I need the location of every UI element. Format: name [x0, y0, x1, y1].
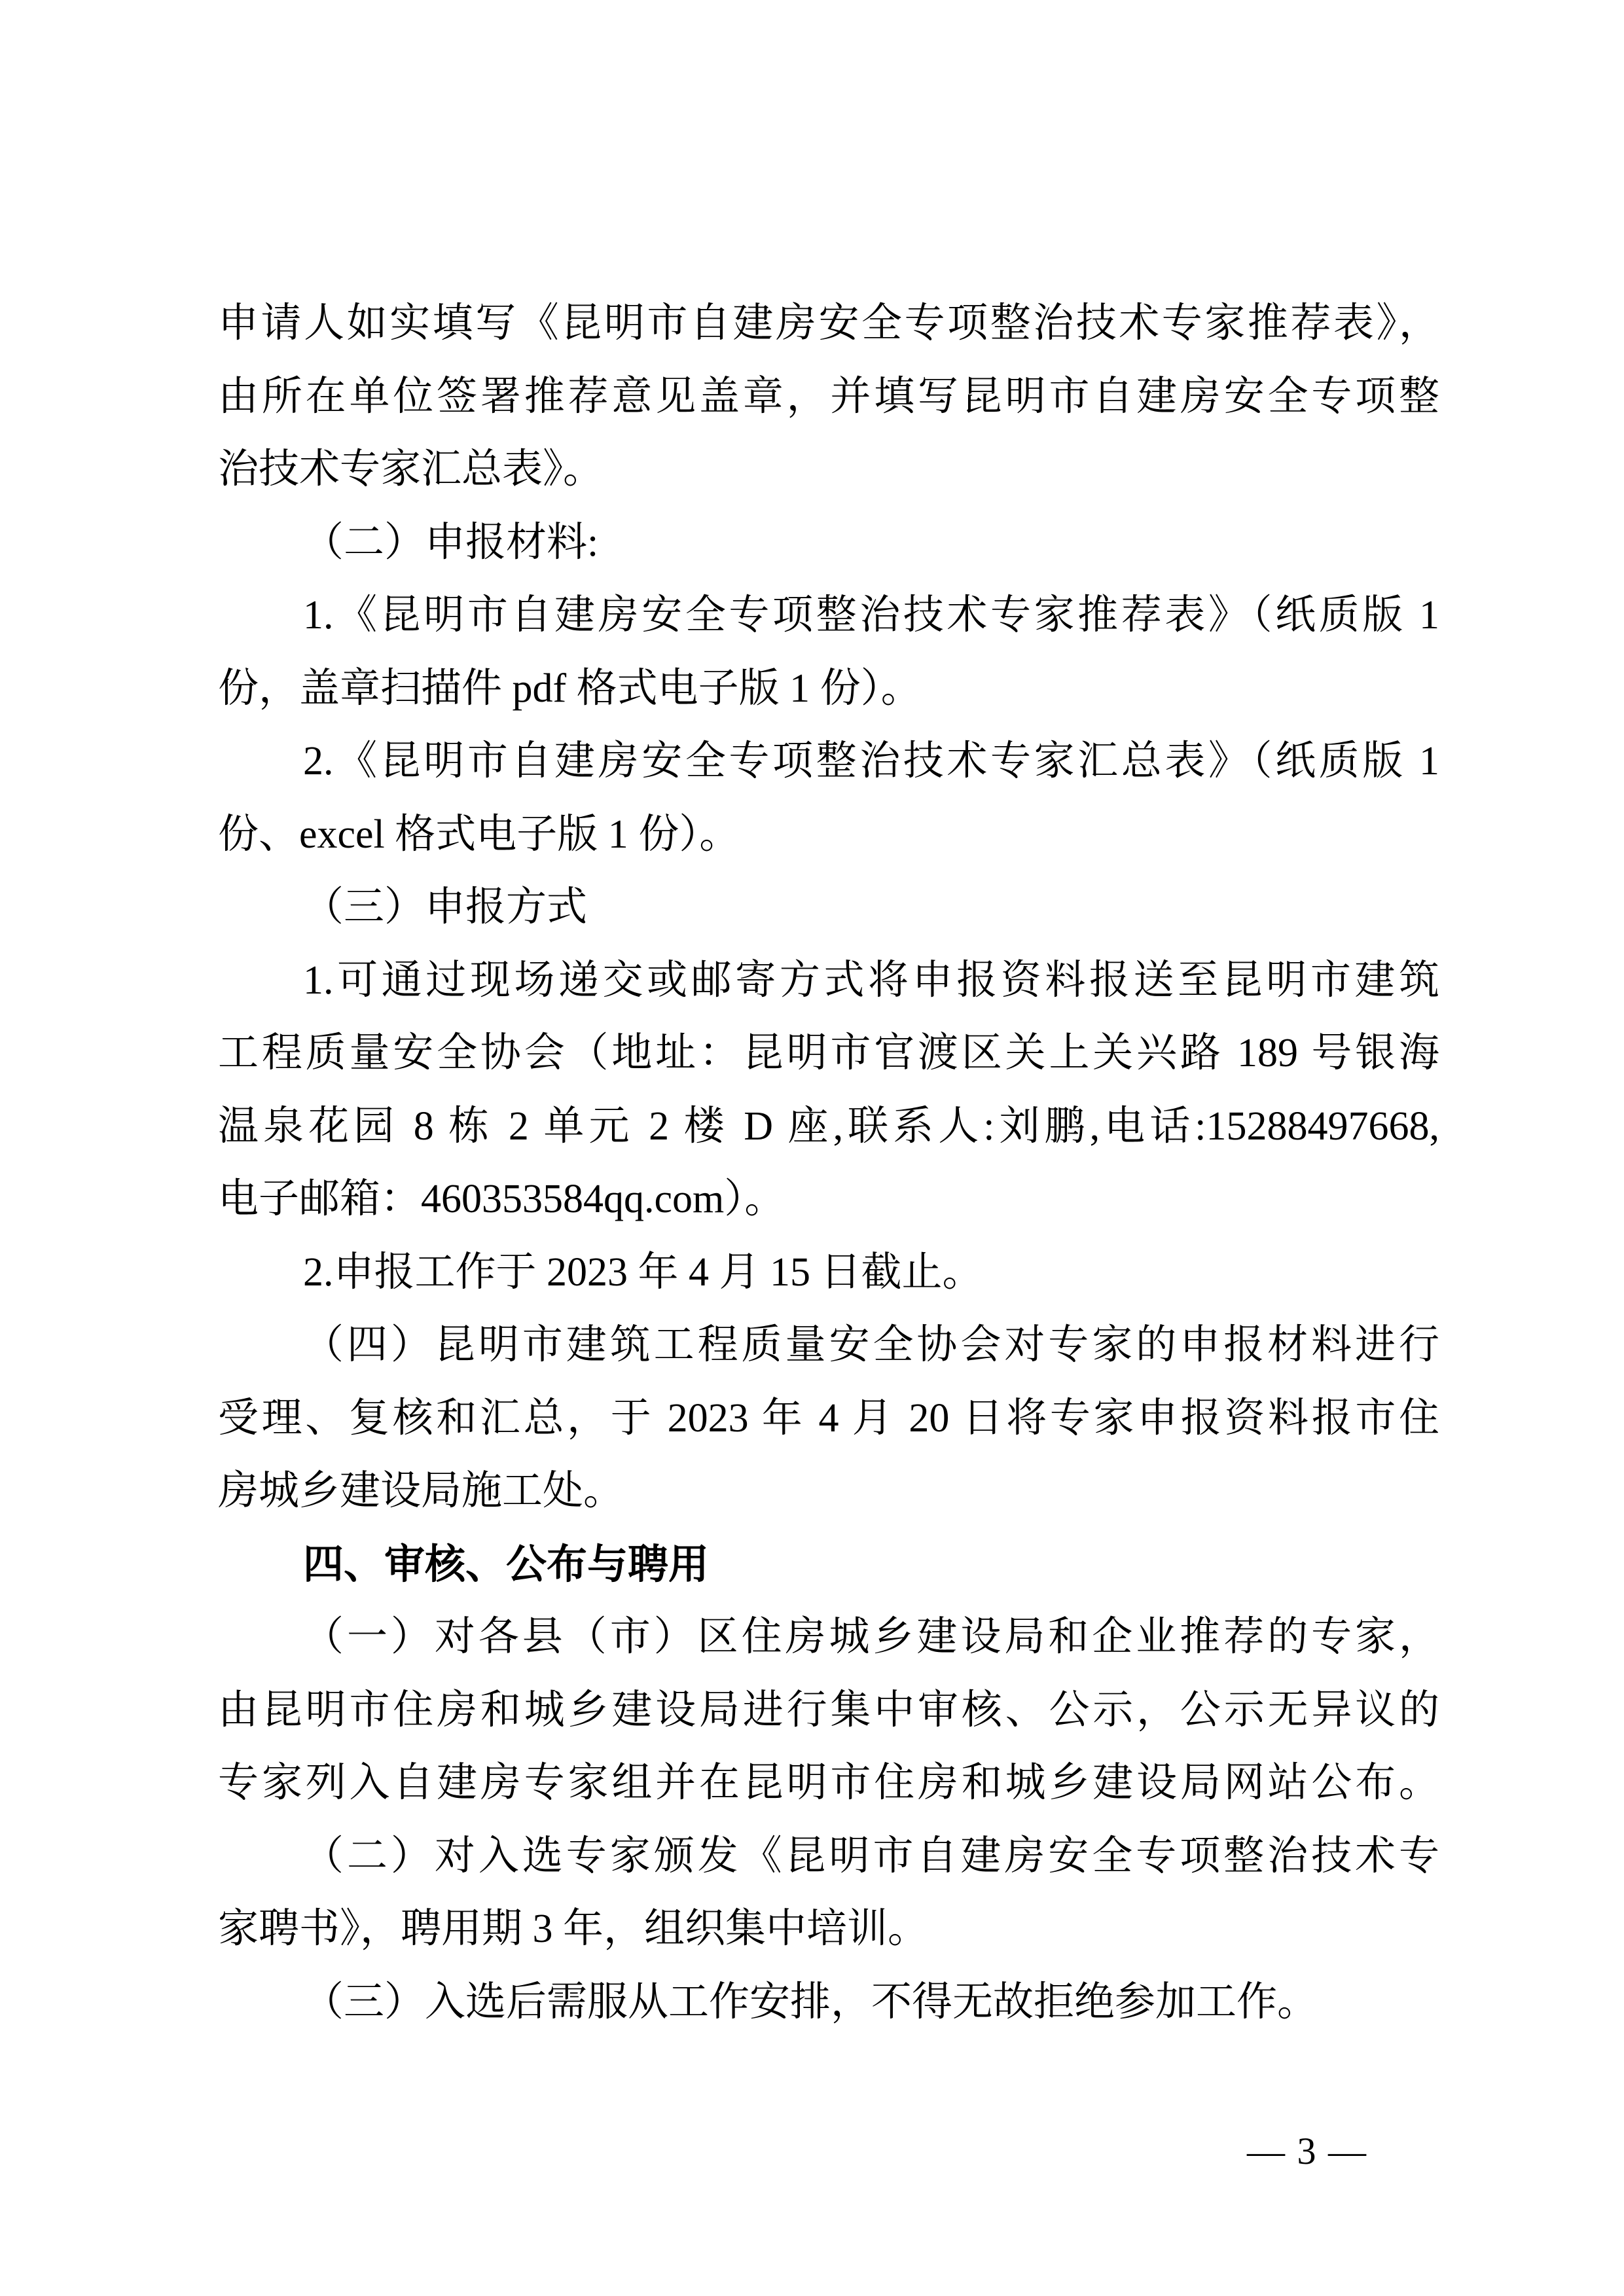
text-line: 由昆明市住房和城乡建设局进行集中审核、公示，公示无异议的: [218, 1687, 1439, 1732]
text-line: 电子邮箱：460353584qq.com）。: [218, 1177, 785, 1221]
text-line: 份，盖章扫描件 pdf 格式电子版 1 份）。: [218, 666, 922, 711]
text-line: 1.《昆明市自建房安全专项整治技术专家推荐表》（纸质版 1: [303, 593, 1439, 637]
text-line: （四）昆明市建筑工程质量安全协会对专家的申报材料进行: [303, 1323, 1439, 1367]
text-line: 2.《昆明市自建房安全专项整治技术专家汇总表》（纸质版 1: [303, 739, 1439, 783]
text-line: （三）入选后需服从工作安排，不得无故拒绝参加工作。: [303, 1979, 1318, 2024]
text-line: 家聘书》，聘用期 3 年，组织集中培训。: [218, 1907, 929, 1951]
document-body: [218, 287, 1439, 2039]
page-footer: [1247, 2128, 1367, 2174]
text-line: 2.申报工作于 2023 年 4 月 15 日截止。: [303, 1249, 983, 1295]
text-line: （一）对各县（市）区住房城乡建设局和企业推荐的专家，: [303, 1615, 1439, 1659]
text-line: 份、excel 格式电子版 1 份）。: [218, 812, 740, 857]
text-line: （二）申报材料:: [303, 520, 599, 565]
text-line: 工程质量安全协会（地址：昆明市官渡区关上关兴路 189 号银海: [218, 1031, 1439, 1075]
text-line: 温泉花园 8 栋 2 单元 2 楼 D 座,联系人:刘鹏,电话:15288497668,: [218, 1103, 1439, 1149]
page-number: — 3 —: [1247, 2130, 1367, 2172]
text-line: 1.可通过现场递交或邮寄方式将申报资料报送至昆明市建筑: [303, 958, 1439, 1003]
text-line: 受理、复核和汇总，于 2023 年 4 月 20 日将专家申报资料报市住: [218, 1395, 1439, 1441]
text-line: （三）申报方式: [303, 885, 588, 929]
text-line: 房城乡建设局施工处。: [218, 1469, 624, 1513]
text-line: 治技术专家汇总表》。: [218, 447, 604, 492]
text-line: （二）对入选专家颁发《昆明市自建房安全专项整治技术专: [303, 1833, 1439, 1878]
section-heading: 四、审核、公布与聘用: [303, 1541, 710, 1587]
text-line: 申请人如实填写《昆明市自建房安全专项整治技术专家推荐表》，: [218, 301, 1439, 346]
text-line: 专家列入自建房专家组并在昆明市住房和城乡建设局网站公布。: [218, 1761, 1439, 1805]
text-line: 由所在单位签署推荐意见盖章，并填写昆明市自建房安全专项整: [218, 374, 1439, 419]
